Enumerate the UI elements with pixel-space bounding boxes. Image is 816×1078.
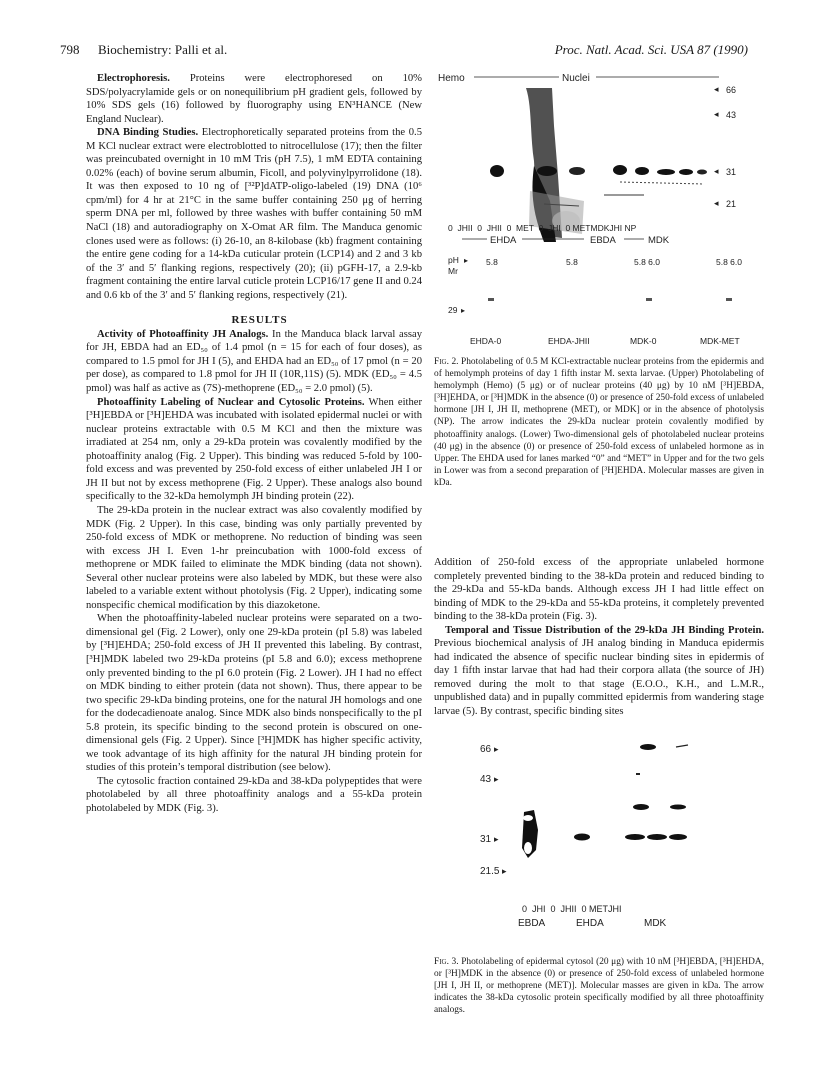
fig2-group-ebda: EBDA (590, 235, 616, 246)
fig3-gel-bands (522, 744, 688, 858)
run-in-heading: Electrophoresis. (97, 73, 170, 84)
paragraph-activity: Activity of Photoaffinity JH Analogs. In the Manduca black larval assay for JH, EBDA had an ED₅₀ of 1.4 pmol (n = 15 for each of four doses), as compared to 1.5 pmol for JH I (5), and EHDA had an ED₅₀ of 17 pmol (n = 20 per dose), as compared to 1.8 pmol for JH II (10R,11S) (5). MDK (ED₅₀ = 4.5 pmol) was half as active as (7S)-methoprene (ED₅₀ = 2.0 pmol) (5). (86, 328, 422, 395)
fig3-arrow-31: ▸ (494, 834, 499, 844)
run-in-heading: DNA Binding Studies. (97, 127, 199, 139)
paragraph-dna-binding: DNA Binding Studies. Electrophoretically separated proteins from the 0.5 M KCl nuclear extract were electroblotted to nitrocellulose (17); then the filter was preincubated overnight in 10 mM Tris (pH 7.5), 1 mM EDTA containing 0.02% (each) of bovine serum albumin, Ficoll, and polyvinylpyrrolidone (18). It was then exposed to 10 ng of [³²P]dATP-oligo-labeled (19) DNA (10⁶ cpm/ml) for 4 hr at 21°C in the same buffer containing 250 μg of herring sperm DNA per ml, followed by three washes with buffer containing 50 mM NaCl (18) and autoradiography on X-Omat AR film. The Manduca genomic clones used were as follows: (i) 26-10, an 8-kilobase (kb) fragment containing the entire gene coding for a 14-kDa cuticular protein (LCP14) and 2 and 3 kb of the 3′ and 5′ flanking regions, respectively (20); (ii) pGFH-17, a 2.9-kb fragment containing the entire larval cuticle protein LCP16/17 gene II and 0.24 and 0.6 kb of the 3′ and 5′ flanking regions, respectively (21). (86, 127, 422, 301)
fig2-arrow-21: ◂ (714, 198, 719, 208)
fig2-ph-arrow: ▸ (464, 256, 469, 265)
fig2-label-hemo: Hemo (438, 73, 465, 84)
fig2-lower-label-1: EHDA-0 (470, 336, 502, 346)
figure-2 (434, 66, 770, 352)
paragraph-temporal: Temporal and Tissue Distribution of the 29-kDa JH Binding Protein. Previous biochemical analysis of JH analog binding in Manduca epidermis had indicated the absence of specific nuclear binding sites in epidermis of day 1 fifth instar larvae that had had their corpora allata (the source of JH) removed during the molt to that stage (E.O.O., K.H., and L.M.R., unpublished data) and in pupally committed epidermis from wandering stage larvae (5). By contrast, specific binding sites (434, 624, 764, 718)
page-number: 798 (60, 42, 80, 57)
fig3-lane-labels: 0 JHI 0 JHII 0 METJHI (522, 904, 622, 914)
fig2-group-mdk: MDK (648, 235, 670, 246)
fig2-group-ehda: EHDA (490, 235, 517, 246)
fig3-mw-66: 66 (480, 744, 492, 755)
fig3-mw-31: 31 (480, 834, 492, 845)
fig2-ph-label: pH (448, 255, 459, 265)
paragraph-cytosolic: The cytosolic fraction contained 29-kDa and 38-kDa polypeptides that were photolabeled by all three photoaffinity analogs and a 55-kDa protein photolabeled by MDK (Fig. 3). (86, 775, 422, 814)
fig2-lower-label-2: EHDA-JHII (548, 336, 590, 346)
fig2-caption-label: Fig. 2. (434, 357, 459, 367)
fig2-lane-labels: 0 JHII 0 JHII 0 MET 0 JHI 0 METMDKJHI NP (448, 223, 637, 233)
fig2-ph-value-1: 5.8 (486, 257, 498, 267)
fig2-mw-29: 29 (448, 305, 458, 315)
fig2-lower-spots (488, 298, 732, 301)
run-in-heading: Temporal and Tissue Distribution of the 29-kDa JH Binding Protein. (445, 624, 764, 636)
fig3-group-mdk: MDK (644, 918, 667, 929)
fig2-ph-value-4: 5.8 6.0 (716, 257, 742, 267)
fig2-mw-31: 31 (726, 167, 737, 177)
fig3-arrow-21-5: ▸ (502, 866, 507, 876)
paragraph-photoaffinity: Photoaffinity Labeling of Nuclear and Cytosolic Proteins. When either [³H]EBDA or [³H]EHDA was incubated with isolated epidermal nuclei or with nuclear proteins extractable with 0.5 M KCl and then the mixture was irradiated at 254 nm, only a 29-kDa protein was covalently modified by the photoaffinity analog (Fig. 2 Upper). This binding was reduced 5-fold by 100-fold excess and was prevented by 250-fold excess of either unlabeled JH I or JH II but not by excess methoprene (Fig. 2 Upper). These analogs also bound specifically to the 32-kDa hemolymph JH binding protein (22). (86, 396, 422, 503)
page-header (60, 42, 756, 60)
fig2-ph-value-3: 5.8 6.0 (634, 257, 660, 267)
fig2-label-nuclei: Nuclei (562, 73, 590, 84)
right-column (434, 556, 764, 719)
fig3-mw-43: 43 (480, 774, 492, 785)
fig2-mw-43: 43 (726, 110, 737, 120)
fig2-arrow-31: ◂ (714, 166, 719, 176)
section-heading-results: RESULTS (231, 314, 288, 327)
running-head-right: Proc. Natl. Acad. Sci. USA 87 (1990) (554, 42, 748, 57)
fig2-mw-66: 66 (726, 85, 737, 95)
paragraph-addition: Addition of 250-fold excess of the appropriate unlabeled hormone completely prevented binding to the 38-kDa protein and reduced binding to the 29-kDa and 55-kDa bands. Although excess JH I had little effect on binding of MDK to the 29-kDa and 55-kDa proteins, it completely prevented binding to the 38-kDa protein (Fig. 3). (434, 557, 764, 623)
paragraph-two-dimensional: When the photoaffinity-labeled nuclear proteins were separated on a two-dimensional gel (Fig. 2 Lower), only one 29-kDa protein (pI 5.8) was labeled by [³H]EHDA; 250-fold excess of JH II prevented this labeling. By contrast, [³H]MDK labeled two 29-kDa proteins (pI 5.8 and 6.0); excess methoprene only prevented binding to the pI 6.0 protein (Fig. 2 Lower). JH I had no effect on MDK binding to either protein (data not shown). Thus, there appear to be two specific 29-kDa binding proteins, one for the natural JH homologs and one for the dodecadienoate analog. Since MDK also binds nonspecifically to the pI 5.8 protein, its specific binding to the second protein is obscured on one-dimensional gels (Fig. 2 Upper). Since [³H]MDK has higher specific activity, we took advantage of its high affinity for the natural JH binding protein for studies of this protein’s temporal distribution (see below). (86, 613, 422, 774)
left-column (86, 72, 422, 816)
figure-2-caption: Fig. 2. Photolabeling of 0.5 M KCl-extractable nuclear proteins from the epidermis and of hemolymph proteins of day 1 fifth instar M. sexta larvae. (Upper) Photolabeling of hemolymph (Hemo) (5 μg) or of nuclear proteins (40 μg) by 10 nM [³H]EBDA, [³H]EHDA, or [³H]MDK in the absence (0) or presence of 250-fold excess of unlabeled hormone [JH I, JH II, methoprene (MET), or MDK] or in the absence of photolysis (NP). The arrow indicates the 29-kDa nuclear protein covalently modified by photoaffinity analogs. (Lower) Two-dimensional gels of photolabeled nuclear proteins (40 μg) in the absence (0) or presence of 250-fold excess of unlabeled hormone as in Upper. The EHDA used for lanes marked “0” and “MET” in Upper and for the two gels in Lower was from a second preparation of [³H]EHDA. Molecular masses are given in kDa. (434, 357, 764, 488)
figure-3-caption: Fig. 3. Photolabeling of epidermal cytosol (20 μg) with 10 nM [³H]EBDA, [³H]EHDA, or [³H]MDK in the absence (0) or presence of 250-fold excess of unlabeled hormone [JH I, JH II, or methoprene (MET)]. Molecular masses are given in kDa. The arrow indicates the 38-kDa cytosolic protein specifically modified by all three photoaffinity analogs. (434, 957, 764, 1016)
fig2-arrow-43: ◂ (714, 109, 719, 119)
fig3-group-ehda: EHDA (576, 918, 604, 929)
fig2-ph-value-2: 5.8 (566, 257, 578, 267)
fig2-mr-label: Mr (448, 266, 458, 276)
fig3-arrow-66: ▸ (494, 744, 499, 754)
run-in-heading: Photoaffinity Labeling of Nuclear and Cytosolic Proteins. (97, 396, 365, 408)
figure-3 (476, 740, 716, 950)
fig3-caption-label: Fig. 3. (434, 957, 459, 967)
fig2-upper-gel (490, 88, 707, 242)
fig2-mw-29-arrow: ▸ (461, 306, 466, 315)
fig3-arrow-43: ▸ (494, 774, 499, 784)
paragraph-electrophoresis: Electrophoresis. Proteins were electrophoresed on 10% SDS/polyacrylamide gels or on nonequilibrium pH gradient gels, followed by 10% SDS gels (16) followed by fluorography using EN³HANCE (New England Nuclear). (86, 73, 422, 125)
fig2-arrow-66: ◂ (714, 84, 719, 94)
fig2-lower-label-3: MDK-0 (630, 336, 657, 346)
run-in-heading: Activity of Photoaffinity JH Analogs. (97, 328, 269, 340)
running-head-left: Biochemistry: Palli et al. (98, 42, 228, 57)
fig2-lower-label-4: MDK-MET (700, 336, 740, 346)
paragraph-29kda: The 29-kDa protein in the nuclear extract was also covalently modified by MDK (Fig. 2 Upper). In this case, binding was only partially prevented by 250-fold excess of MDK or methoprene. No reduction of binding was seen with excess JH I. Even 1-hr preincubation with 1000-fold excess of methoprene or MDK failed to eliminate the MDK binding (data not shown). Several other nuclear proteins were also labeled by MDK, but these were also labeled to a variable extent without photolysis (Fig. 2 Upper), indicating some nonspecific chemical modification by this diazoketone. (86, 504, 422, 611)
fig2-mw-21: 21 (726, 199, 737, 209)
fig3-group-ebda: EBDA (518, 918, 546, 929)
fig3-mw-21-5: 21.5 (480, 866, 500, 877)
